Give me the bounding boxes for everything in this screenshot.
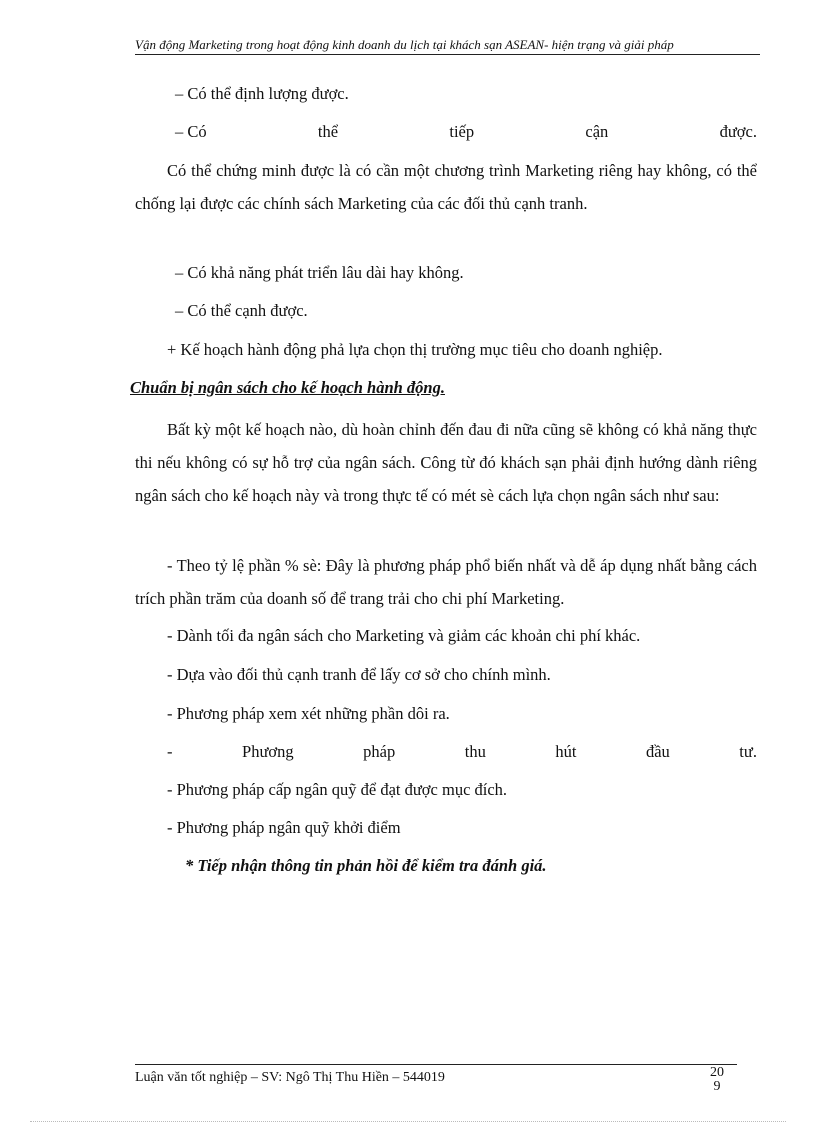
bullet-line-3: – Có khả năng phát triển lâu dài hay không.: [175, 263, 464, 282]
footer: [135, 1064, 737, 1086]
page-number-bottom: 9: [713, 1079, 721, 1094]
paragraph-2-text: Bất kỳ một kế hoạch nào, dù hoàn chỉnh đến đau đi nữa cũng sẽ không có khả năng thực thi nếu không có sự hỗ trợ của ngân sách. Công từ đó khách sạn phải định hướng dành riêng ngân sách cho kế hoạch này và trong thực tế có mét sè cách lựa chọn ngân sách như sau:: [135, 420, 757, 505]
header-title: Vận động Marketing trong hoạt động kinh doanh du lịch tại khách sạn ASEAN- hiện trạng và giải pháp: [135, 37, 674, 52]
page-bottom-border: [30, 1121, 786, 1122]
page-number-top: 20: [710, 1065, 724, 1080]
running-header: [135, 36, 760, 55]
footer-text: Luận văn tốt nghiệp – SV: Ngô Thị Thu Hiền – 544019: [135, 1070, 445, 1085]
paragraph-2: [135, 413, 757, 512]
list-item-4: [167, 742, 757, 762]
section-heading: Chuẩn bị ngân sách cho kế hoạch hành động.: [130, 378, 445, 397]
list-item-5: - Phương pháp cấp ngân quỹ để đạt được mục đích.: [167, 780, 508, 799]
word: đầu: [645, 742, 670, 761]
word: tư.: [739, 742, 757, 761]
bullet-line-2: [175, 122, 757, 142]
word: tiếp: [449, 122, 475, 141]
word: hút: [555, 742, 577, 761]
word: pháp: [363, 742, 396, 761]
bullet-line-1: – Có thể định lượng được.: [175, 84, 349, 103]
page-number: [706, 1066, 728, 1094]
paragraph-1: Có thể chứng minh được là có cần một chương trình Marketing riêng hay không, có thể chống lại được các chính sách Marketing của các đối thủ cạnh tranh.: [135, 161, 757, 213]
word: – Có: [175, 122, 207, 141]
list-item-6: - Phương pháp ngân quỹ khởi điểm: [167, 818, 401, 837]
bullet-line-4: – Có thể cạnh được.: [175, 301, 308, 320]
word: Phương: [242, 742, 294, 761]
list-item-3: - Phương pháp xem xét những phần dôi ra.: [167, 704, 450, 723]
list-item-1: - Dành tối đa ngân sách cho Marketing và giảm các khoản chi phí khác.: [167, 626, 641, 645]
list-item-2: - Dựa vào đối thủ cạnh tranh để lấy cơ sở cho chính mình.: [167, 665, 551, 684]
paragraph-3: - Theo tỷ lệ phần % sè: Đây là phương pháp phổ biến nhất và dễ áp dụng nhất bằng cách trích phần trăm của doanh số để trang trải cho chi phí Marketing.: [135, 556, 757, 608]
plan-line: + Kế hoạch hành động phả lựa chọn thị trường mục tiêu cho doanh nghiệp.: [167, 340, 663, 359]
word: thể: [317, 122, 339, 141]
word: -: [167, 742, 173, 761]
feedback-heading: * Tiếp nhận thông tin phản hồi để kiểm tra đánh giá.: [185, 856, 547, 875]
word: thu: [464, 742, 486, 761]
word: cận: [585, 122, 609, 141]
word: được.: [719, 122, 757, 141]
